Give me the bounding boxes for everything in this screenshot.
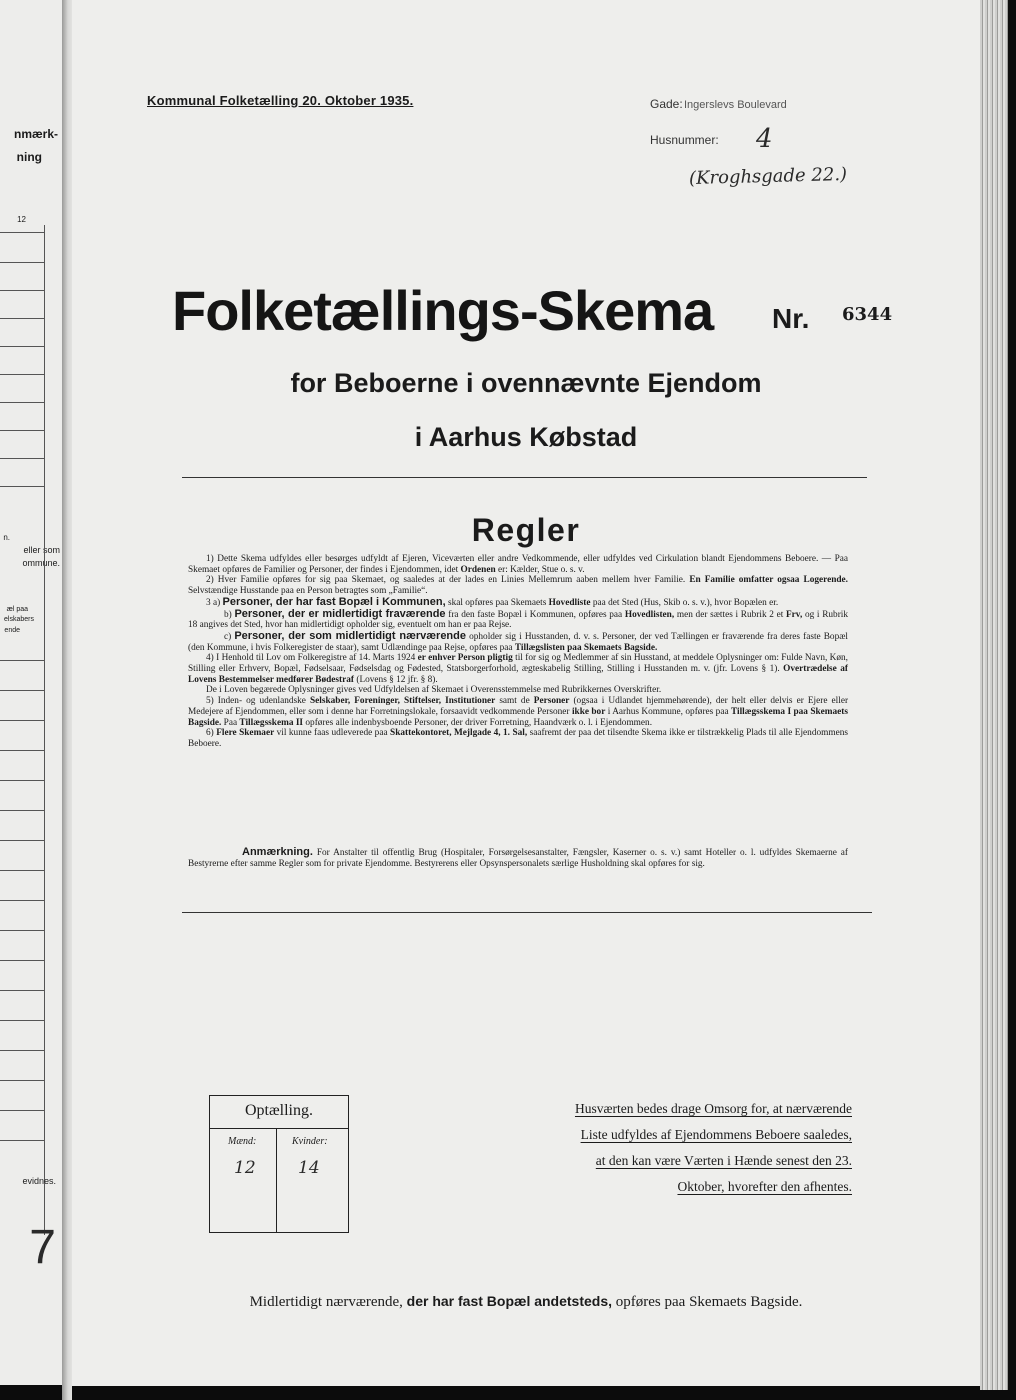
left-rule <box>0 840 44 841</box>
left-fragment-text: ommune. <box>22 558 60 568</box>
left-handwritten-mark: 7 <box>29 1221 56 1274</box>
left-rule <box>0 1020 44 1021</box>
left-rule <box>0 810 44 811</box>
left-fragment-text: nmærk- <box>13 127 58 141</box>
left-rule <box>0 458 44 459</box>
house-number-value: 4 <box>756 124 773 154</box>
rule-4-continued: De i Loven begærede Oplysninger gives ved Udfyldelsen af Skemaet i Overensstemmelse med Rubrikkernes Overskrifter. <box>206 685 662 696</box>
rules-text <box>188 554 848 750</box>
left-fragment-text: æl paa <box>6 606 28 613</box>
remark-heading: Anmærkning. <box>242 846 313 858</box>
left-rule <box>0 1110 44 1111</box>
tally-caption: Optælling. <box>244 1102 313 1119</box>
divider <box>182 912 872 913</box>
left-rule <box>0 780 44 781</box>
left-fragment-text: ning <box>16 150 42 164</box>
remark-text: For Anstalter til offentlig Brug (Hospitaler, Forsørgelsesanstalter, Fængsler, Kaserner o. s. v.) samt Hoteller o. l. udfyldes Skemaerne af Bestyrerne efter samme Regler som for private Ejendomme. Bestyrerens eller Opsynspersonalets særlige Husholdning skal opføres for sig. <box>188 848 849 869</box>
left-fragment-text: n. <box>3 533 10 542</box>
left-rule <box>0 430 44 431</box>
rule-6: 6) Flere Skemaer vil kunne faas udleverede paa Skattekontoret, Mejlgade 4, 1. Sal, saafremt der paa det tilsendte Skema ikke er tilstrækkelig Plads til alle Ejendommens Beboere. <box>188 728 848 749</box>
left-rule <box>0 900 44 901</box>
rules-heading: Regler <box>471 512 581 548</box>
left-rule <box>0 930 44 931</box>
rule-1: 1) Dette Skema udfyldes eller besørges udfyldt af Ejeren, Viceværten eller andre Vedkommende, eller udfyldes ved Cirkulation blandt Ejendommens Beboere. — Paa Skemaet opføres de Familier og Personer, der findes i Ejendommen, idet Ordenen er: Kælder, Stue o. s. v. <box>188 554 848 575</box>
form-subtitle: for Beboerne i ovennævnte Ejendom <box>290 368 762 398</box>
left-rule <box>0 870 44 871</box>
census-form-page <box>72 0 980 1386</box>
instruction-line: Liste udfyldes af Ejendommens Beboere saaledes, <box>580 1127 852 1142</box>
left-rule <box>0 290 44 291</box>
instruction-line: at den kan være Værten i Hænde senest den 23. <box>595 1153 852 1168</box>
tally-women-label: Kvinder: <box>292 1136 328 1147</box>
rule-5: 5) Inden- og udenlandske Selskaber, Foreninger, Stiftelser, Institutioner samt de Personer (ogsaa i Udlandet hjemmehørende), der helt eller delvis er Ejere eller Medejere af Ejendommen, eller som i denne har Forretningslokale, forsaavidt vedkommende Personer ikke bor i Aarhus Kommune, opføres paa Tillægsskema I paa Skemaets Bagside. Paa Tillægsskema II opføres alle indenbysboende Personer, der driver Forretning, Haandværk o. l. i Ejendommen. <box>188 696 849 728</box>
left-rule <box>0 720 44 721</box>
rule-3b: b) Personer, der er midlertidigt fraværende fra den faste Bopæl i Kommunen, opføres paa Hovedlisten, men der sættes i Rubrik 2 et Frv, og i Rubrik 18 angives det Sted, hvor han midlertidigt opholder sig, eventuelt om han er paa Rejse. <box>188 607 849 631</box>
left-fragment-text: eller som <box>23 545 60 555</box>
left-rule <box>0 1050 44 1051</box>
left-rule <box>0 1140 44 1141</box>
left-rule <box>0 660 44 661</box>
census-label: Kommunal Folketælling 20. Oktober 1935. <box>147 93 414 108</box>
rule-4: 4) I Henhold til Lov om Folkeregistre af 14. Marts 1924 er enhver Person pligtig til for sig og Medlemmer af sin Husstand, at meddele Oplysninger om: Fulde Navn, Køn, Stilling eller Erhverv, Bopæl, Fødselsaar, Fødselsdag og Fødested, Statsborgerforhold, ægteskabelig Stilling, Stilling i Husstanden m. v. (jfr. Lovens § 1). Overtrædelse af Lovens Bestemmelser medfører Bødestraf (Lovens § 12 jfr. § 8). <box>188 653 848 685</box>
left-rule <box>0 690 44 691</box>
form-title: Folketællings-Skema <box>172 279 714 342</box>
house-number-label: Husnummer: <box>650 133 719 147</box>
left-rule <box>0 346 44 347</box>
left-rule <box>0 374 44 375</box>
tally-men-label: Mænd: <box>228 1136 257 1147</box>
instruction-line: Husværten bedes drage Omsorg for, at nærværende <box>574 1101 852 1116</box>
landlord-instructions <box>492 1096 852 1200</box>
tally-women-value: 14 <box>298 1158 320 1178</box>
left-rule <box>0 750 44 751</box>
left-fragment-text: evidnes. <box>22 1176 56 1186</box>
left-rule <box>0 960 44 961</box>
tally-column-rule <box>276 1128 277 1232</box>
left-rule <box>0 318 44 319</box>
footer-note: Midlertidigt nærværende, der har fast Bopæl andetsteds, opføres paa Skemaets Bagside. <box>249 1293 803 1310</box>
remark-paragraph <box>188 847 848 870</box>
handwritten-address-note: (Kroghsgade 22.) <box>688 163 848 190</box>
page-edges <box>980 0 1008 1390</box>
divider <box>182 477 867 478</box>
form-subtitle-city: i Aarhus Købstad <box>414 422 638 452</box>
left-fragment-text: ende <box>4 627 20 634</box>
left-column-rule <box>44 225 45 1235</box>
tally-rule <box>210 1128 348 1129</box>
form-number-value: 6344 <box>842 304 893 325</box>
form-number-label: Nr. <box>772 303 810 334</box>
left-fragment-text: 12 <box>17 215 26 224</box>
left-fragment-text: elskabers <box>4 616 34 623</box>
rule-3a: 3 a) Personer, der har fast Bopæl i Kommunen, skal opføres paa Skemaets Hovedliste paa det Sted (Hus, Skib o. s. v.), hvor Bopælen er. <box>206 595 779 608</box>
left-rule <box>0 990 44 991</box>
tally-men-value: 12 <box>234 1158 256 1178</box>
book-fold <box>62 0 72 1400</box>
left-rule <box>0 1080 44 1081</box>
left-rule <box>0 232 44 233</box>
left-rule <box>0 262 44 263</box>
rule-3c: c) Personer, der som midlertidigt nærværende opholder sig i Husstanden, d. v. s. Personer, der ved Tællingen er fraværende fra deres faste Bopæl (den Kommune, i hvis Folkeregister de staar), samt Udlændinge paa Rejse, opføres paa Tillægslisten paa Skemaets Bagside. <box>188 629 849 653</box>
street-value: Ingerslevs Boulevard <box>684 99 787 111</box>
instruction-line: Oktober, hvorefter den afhentes. <box>677 1179 852 1194</box>
left-rule <box>0 486 44 487</box>
left-page-fragment <box>0 0 62 1385</box>
tally-box <box>209 1095 349 1233</box>
left-rule <box>0 402 44 403</box>
street-label: Gade: <box>650 97 683 111</box>
rule-2: 2) Hver Familie opføres for sig paa Skemaet, og saaledes at der lades en Linies Mellemrum aaben mellem hver Familie. En Familie omfatter ogsaa Logerende. Selvstændige Husstande paa en Person betragtes som „Familie“. <box>188 575 848 597</box>
